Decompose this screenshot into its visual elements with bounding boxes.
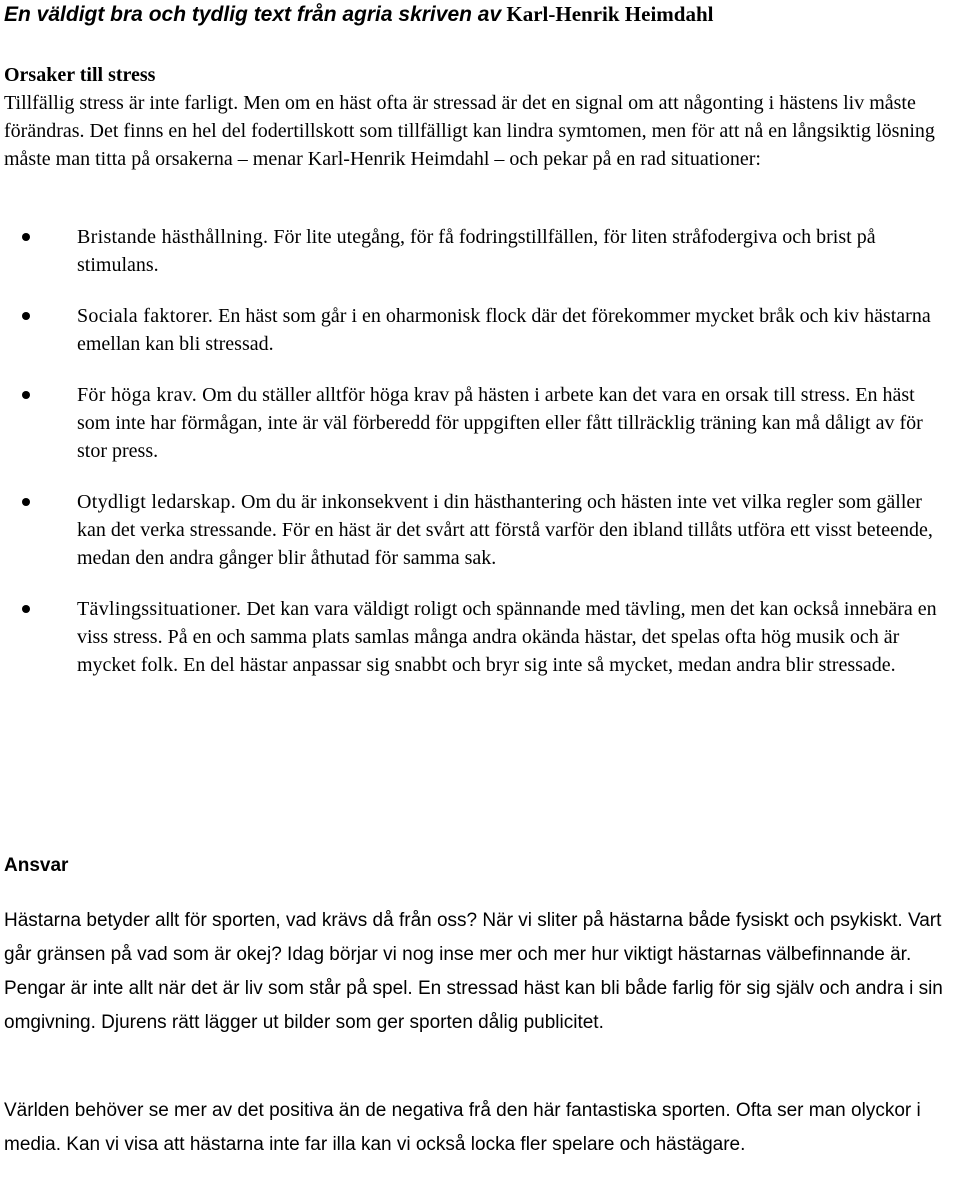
bullet-icon	[22, 498, 30, 506]
bullet-icon	[22, 605, 30, 613]
list-item-lead: För höga krav.	[77, 384, 198, 406]
heading-author: Karl-Henrik Heimdahl	[506, 2, 714, 26]
responsibility-paragraph-1: Hästarna betyder allt för sporten, vad krävs då från oss? När vi sliter på hästarna både fysiskt och psykiskt. Vart går gränsen på vad som är okej? Idag börjar vi nog inse mer och mer hur viktigt hästarnas välbefinnande är. Pengar är inte allt när det är liv som står på spel. En stressad häst kan bli både farlig för sig själv och andra i sin omgivning. Djurens rätt lägger ut bilder som ger sporten dålig publicitet.	[4, 910, 943, 1033]
list-item	[0, 302, 960, 358]
list-item-text: Det kan vara väldigt roligt och spännande med tävling, men det kan också innebära en viss stress. På en och samma plats samlas många andra okända hästar, det spelas ofta hög musik och är mycket folk. En del hästar anpassar sig snabbt och bryr sig inte så mycket, medan andra blir stressade.	[77, 598, 937, 676]
list-item-text: Om du är inkonsekvent i din hästhantering och hästen inte vet vilka regler som gäller kan det verka stressande. För en häst är det svårt att förstå varför den ibland tillåts utföra ett visst beteende, medan den andra gånger blir åthutad för samma sak.	[77, 491, 933, 569]
bullet-icon	[22, 312, 30, 320]
list-item-lead: Bristande hästhållning.	[77, 226, 269, 248]
list-item	[0, 223, 960, 279]
list-item	[0, 381, 960, 465]
bullet-icon	[22, 233, 30, 241]
section-title-causes: Orsaker till stress	[4, 64, 156, 86]
section-title-responsibility: Ansvar	[4, 855, 69, 876]
list-item-lead: Sociala faktorer.	[77, 305, 214, 327]
bullet-icon	[22, 391, 30, 399]
heading-italic-text: En väldigt bra och tydlig text från agria skriven av	[4, 3, 502, 26]
list-item-text: För lite utegång, för få fodringstillfällen, för liten stråfodergiva och brist på stimulans.	[77, 226, 876, 276]
responsibility-paragraph-2: Världen behöver se mer av det positiva än de negativa frå den här fantastiska sporten. Ofta ser man olyckor i media. Kan vi visa att hästarna inte far illa kan vi också locka fler spelare och hästägare.	[4, 1100, 921, 1155]
document-heading	[4, 0, 713, 29]
list-item-text: Om du ställer alltför höga krav på hästen i arbete kan det vara en orsak till stress. En häst som inte har förmågan, inte är väl förberedd för uppgiften eller fått tillräcklig träning kan må dåligt av för stor press.	[77, 384, 923, 462]
section-intro-paragraph: Tillfällig stress är inte farligt. Men om en häst ofta är stressad är det en signal om att någonting i hästens liv måste förändras. Det finns en hel del fodertillskott som tillfälligt kan lindra symtomen, men för att nå en långsiktig lösning måste man titta på orsakerna – menar Karl-Henrik Heimdahl – och pekar på en rad situationer:	[4, 92, 935, 170]
list-item	[0, 595, 960, 679]
list-item	[0, 488, 960, 572]
list-item-lead: Tävlingssituationer.	[77, 598, 242, 620]
list-item-text: En häst som går i en oharmonisk flock där det förekommer mycket bråk och kiv hästarna emellan kan bli stressad.	[77, 305, 931, 355]
list-item-lead: Otydligt ledarskap.	[77, 491, 237, 513]
stress-causes-list	[0, 223, 960, 702]
